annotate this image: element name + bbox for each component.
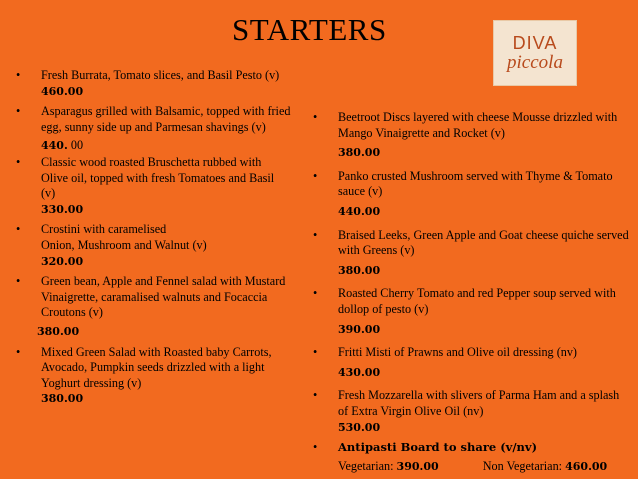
bullet: • [16,344,21,359]
menu-item-description: Asparagus grilled with Balsamic, topped with fried egg, sunny side up and Parmesan shavings (v) [41,104,291,134]
menu-item-description: Beetroot Discs layered with cheese Mousse drizzled with Mango Vinaigrette and Rocket (v) [338,110,618,140]
bullet: • [313,110,318,124]
bullet: • [313,345,318,360]
menu-item [313,388,629,435]
vegetarian-label: Vegetarian: [338,458,397,473]
menu-item-description: Mixed Green Salad with Roasted baby Carrots, Avocado, Pumpkin seeds drizzled with a light Yoghurt dressing (v) [41,344,272,390]
antipasti-prices [338,459,629,475]
menu-item-description: Roasted Cherry Tomato and red Pepper soup served with dollop of pesto (v) [338,286,616,316]
menu-item [16,222,291,269]
left-menu-column [16,68,291,407]
bullet: • [313,388,318,403]
bullet: • [16,274,21,289]
menu-item-description: Green bean, Apple and Fennel salad with Mustard Vinaigrette, caramalised walnuts and Focaccia Croutons (v) [41,274,286,320]
bullet: • [16,222,21,237]
menu-item-description: Fritti Misti of Prawns and Olive oil dressing (nv) [338,345,577,360]
menu-item-description-line-1: Crostini with caramelised [41,222,167,237]
menu-title: STARTERS [232,12,387,47]
menu-item-price: 380.00 [37,324,80,338]
bullet: • [313,168,318,183]
menu-item [313,169,629,220]
menu-item-price: 440.00 [338,204,381,218]
menu-item-description: Panko crusted Mushroom served with Thyme & Tomato sauce (v) [338,168,613,199]
bullet: • [16,104,21,119]
menu-item-price: 380.00 [41,392,84,406]
diva-piccola-logo [493,20,577,86]
menu-item-price: 430.00 [338,365,381,379]
vegetarian-price: 390.00 [396,459,439,473]
menu-item [313,345,629,380]
menu-item-description: Classic wood roasted Bruschetta rubbed with Olive oil, topped with fresh Tomatoes and Basil (v) [41,154,275,201]
bullet: • [16,154,21,169]
menu-item-price: 320.00 [41,254,84,268]
menu-item [16,345,291,407]
menu-item-price [41,138,291,154]
menu-item-description: Braised Leeks, Green Apple and Goat cheese quiche served with Greens (v) [338,227,629,258]
bullet: • [313,286,318,301]
bullet: • [313,227,318,242]
menu-item-price: 380.00 [338,146,381,160]
menu-item-description: Fresh Mozzarella with slivers of Parma Ham and a splash of Extra Virgin Olive Oil (nv) [338,388,620,418]
menu-item [313,440,629,474]
menu-item-price: 390.00 [338,322,381,336]
menu-item [313,228,629,279]
bullet: • [313,440,318,455]
menu-item-price: 460.00 [41,84,84,98]
menu-item-description-line-2: Onion, Mushroom and Walnut (v) [41,237,207,252]
menu-item-description: Antipasti Board to share (v/nv) [338,440,538,455]
right-menu-column [313,110,629,474]
menu-item [313,286,629,337]
menu-item-description: Fresh Burrata, Tomato slices, and Basil Pesto (v) [41,68,280,82]
price-whole: 440. [41,139,68,153]
non-vegetarian-label: Non Vegetarian: [482,458,566,473]
non-vegetarian-price: 460.00 [565,459,608,473]
menu-item-price: 530.00 [338,420,381,434]
logo-line-2: piccola [507,52,563,73]
menu-item [16,274,291,339]
logo-line-1: DIVA [512,33,558,53]
menu-item-price: 330.00 [41,202,84,216]
menu-item [16,104,291,154]
menu-item [16,68,291,99]
menu-item [16,155,291,217]
menu-item [313,110,629,161]
price-cents: 00 [67,138,84,153]
bullet: • [16,68,21,82]
menu-item-price: 380.00 [338,263,381,277]
